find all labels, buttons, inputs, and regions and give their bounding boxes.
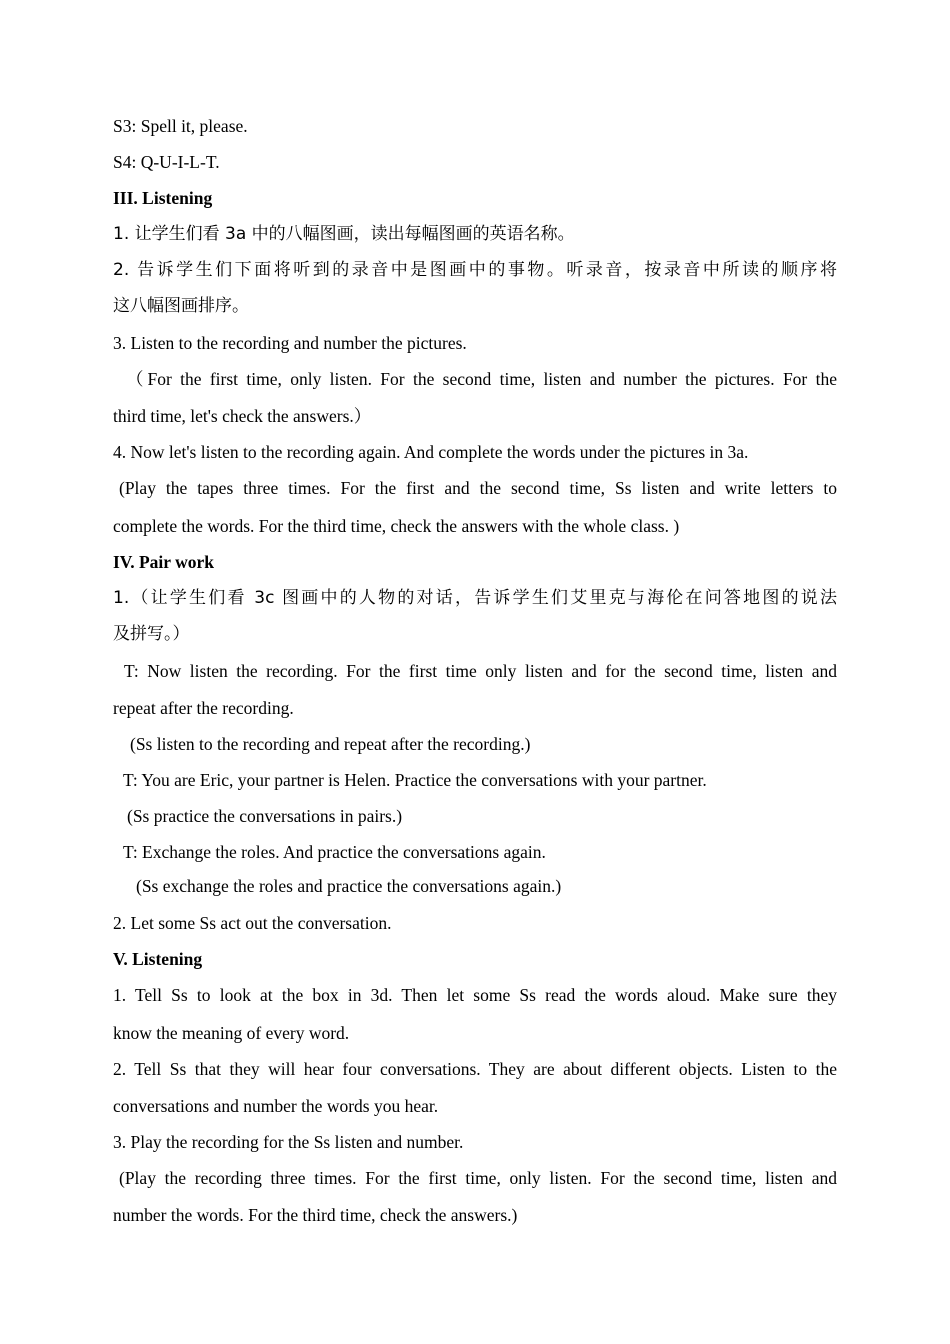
dialogue-line-s4: S4: Q-U-I-L-T. (113, 152, 220, 172)
step-3-text: 3. Listen to the recording and number the pictures. (113, 333, 467, 353)
pair-work-step-1-line-2: 及拼写。） (113, 624, 190, 644)
dialogue-line-s3: S3: Spell it, please. (113, 116, 248, 136)
section-heading-pair-work: IV. Pair work (113, 552, 214, 572)
step-4-note-line-1: (Play the tapes three times. For the first and the second time, Ss listen and write letters to (119, 478, 837, 498)
step-1-text: 1. 让学生们看 3a 中的八幅图画，读出每幅图画的英语名称。 (113, 224, 575, 244)
step-3-note-line-1: （For the first time, only listen. For the second time, listen and number the pictures. For the (126, 369, 837, 389)
listening-step-3-note-line-2: number the words. For the third time, check the answers.) (113, 1205, 518, 1225)
listening-step-2-line-2: conversations and number the words you hear. (113, 1096, 439, 1116)
students-action-2: (Ss practice the conversations in pairs.) (127, 806, 403, 826)
students-action-1: (Ss listen to the recording and repeat after the recording.) (130, 734, 531, 754)
listening-step-3: 3. Play the recording for the Ss listen and number. (113, 1132, 464, 1152)
step-3-note-line-2: third time, let's check the answers.） (113, 406, 372, 426)
teacher-line-2: T: You are Eric, your partner is Helen. Practice the conversations with your partner. (123, 770, 707, 790)
teacher-line-1b: repeat after the recording. (113, 698, 294, 718)
section-heading-listening-5: V. Listening (113, 949, 203, 969)
step-4-note-line-2: complete the words. For the third time, check the answers with the whole class. ) (113, 516, 680, 536)
students-action-3: (Ss exchange the roles and practice the conversations again.) (136, 876, 562, 896)
teacher-line-3: T: Exchange the roles. And practice the conversations again. (123, 842, 546, 862)
listening-step-1-line-2: know the meaning of every word. (113, 1023, 350, 1043)
teacher-line-1a: T: Now listen the recording. For the first time only listen and for the second time, listen and (124, 661, 837, 681)
step-2-text-line-2: 这八幅图画排序。 (113, 296, 249, 316)
pair-work-step-1-line-1: 1.（让学生们看 3c 图画中的人物的对话，告诉学生们艾里克与海伦在问答地图的说法 (113, 588, 837, 608)
listening-step-2-line-1: 2. Tell Ss that they will hear four conversations. They are about different objects. Listen to the (113, 1059, 837, 1079)
step-2-text-line-1: 2. 告诉学生们下面将听到的录音中是图画中的事物。听录音，按录音中所读的顺序将 (113, 260, 837, 280)
pair-work-step-2: 2. Let some Ss act out the conversation. (113, 913, 392, 933)
step-4-text: 4. Now let's listen to the recording again. And complete the words under the pictures in 3a. (113, 442, 749, 462)
listening-step-3-note-line-1: (Play the recording three times. For the first time, only listen. For the second time, listen and (119, 1168, 837, 1188)
section-heading-listening-3: III. Listening (113, 188, 213, 208)
listening-step-1-line-1: 1. Tell Ss to look at the box in 3d. Then let some Ss read the words aloud. Make sure they (113, 985, 837, 1005)
